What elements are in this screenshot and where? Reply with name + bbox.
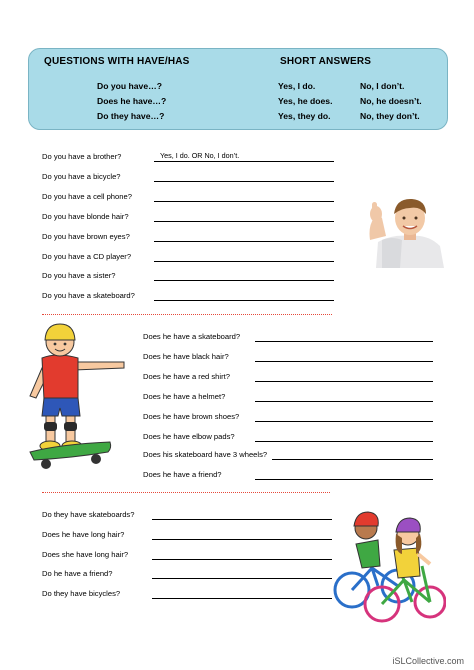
s2-answer-line-4[interactable]	[255, 401, 433, 402]
kids-bicycles-illustration	[332, 494, 446, 624]
header-no-3: No, they don’t.	[360, 111, 420, 121]
s1-answer-line-8[interactable]	[154, 300, 334, 301]
s1-question-6: Do you have a CD player?	[42, 252, 132, 261]
s1-question-5: Do you have brown eyes?	[42, 232, 130, 241]
s2-question-6: Does he have elbow pads?	[143, 432, 235, 441]
s3-question-1: Do they have skateboards?	[42, 510, 135, 519]
s3-question-2: Does he have long hair?	[42, 530, 125, 539]
s1-question-8: Do you have a skateboard?	[42, 291, 135, 300]
s1-answer-line-2[interactable]	[154, 181, 334, 182]
s1-question-7: Do you have a sister?	[42, 271, 116, 280]
s2-answer-line-5[interactable]	[255, 421, 433, 422]
boy-thumb-photo	[362, 196, 450, 268]
s1-question-2: Do you have a bicycle?	[42, 172, 121, 181]
s2-question-1: Does he have a skateboard?	[143, 332, 241, 341]
s2-question-3: Does he have a red shirt?	[143, 372, 230, 381]
s3-answer-line-5[interactable]	[152, 598, 332, 599]
s3-question-5: Do they have bicycles?	[42, 589, 121, 598]
header-title-right: SHORT ANSWERS	[280, 56, 372, 67]
header-title-left: QUESTIONS WITH HAVE/HAS	[44, 56, 190, 67]
s2-answer-line-3[interactable]	[255, 381, 433, 382]
s3-answer-line-2[interactable]	[152, 539, 332, 540]
s1-question-3: Do you have a cell phone?	[42, 192, 132, 201]
s1-answer-line-7[interactable]	[154, 280, 334, 281]
separator-2	[42, 492, 330, 493]
footer-watermark: iSLCollective.com	[392, 656, 464, 666]
s3-answer-line-1[interactable]	[152, 519, 332, 520]
s3-answer-line-4[interactable]	[152, 578, 332, 579]
s1-question-4: Do you have blonde hair?	[42, 212, 129, 221]
s2-answer-line-1[interactable]	[255, 341, 433, 342]
s2-question-2: Does he have black hair?	[143, 352, 229, 361]
header-no-1: No, I don’t.	[360, 81, 405, 91]
s1-example-answer: Yes, I do. OR No, I don’t.	[160, 151, 240, 160]
s1-answer-line-5[interactable]	[154, 241, 334, 242]
header-no-2: No, he doesn’t.	[360, 96, 422, 106]
header-yes-3: Yes, they do.	[278, 111, 331, 121]
s2-answer-line-7[interactable]	[272, 459, 433, 460]
s2-question-5: Does he have brown shoes?	[143, 412, 240, 421]
s1-answer-line-1[interactable]	[154, 161, 334, 162]
s1-answer-line-4[interactable]	[154, 221, 334, 222]
header-question-2: Does he have…?	[97, 96, 167, 106]
header-yes-2: Yes, he does.	[278, 96, 333, 106]
s2-answer-line-6[interactable]	[255, 441, 433, 442]
s2-question-8: Does he have a friend?	[143, 470, 222, 479]
separator-1	[42, 314, 332, 315]
s3-answer-line-3[interactable]	[152, 559, 332, 560]
header-question-3: Do they have…?	[97, 111, 165, 121]
s1-answer-line-3[interactable]	[154, 201, 334, 202]
s2-answer-line-8[interactable]	[255, 479, 433, 480]
s2-question-7: Does his skateboard have 3 wheels?	[143, 450, 268, 459]
s2-question-4: Does he have a helmet?	[143, 392, 226, 401]
header-question-1: Do you have…?	[97, 81, 162, 91]
skateboarder-illustration	[12, 318, 136, 474]
s2-answer-line-2[interactable]	[255, 361, 433, 362]
s3-question-4: Do he have a friend?	[42, 569, 113, 578]
header-yes-1: Yes, I do.	[278, 81, 316, 91]
s3-question-3: Does she have long hair?	[42, 550, 129, 559]
s1-answer-line-6[interactable]	[154, 261, 334, 262]
s1-question-1: Do you have a brother?	[42, 152, 122, 161]
